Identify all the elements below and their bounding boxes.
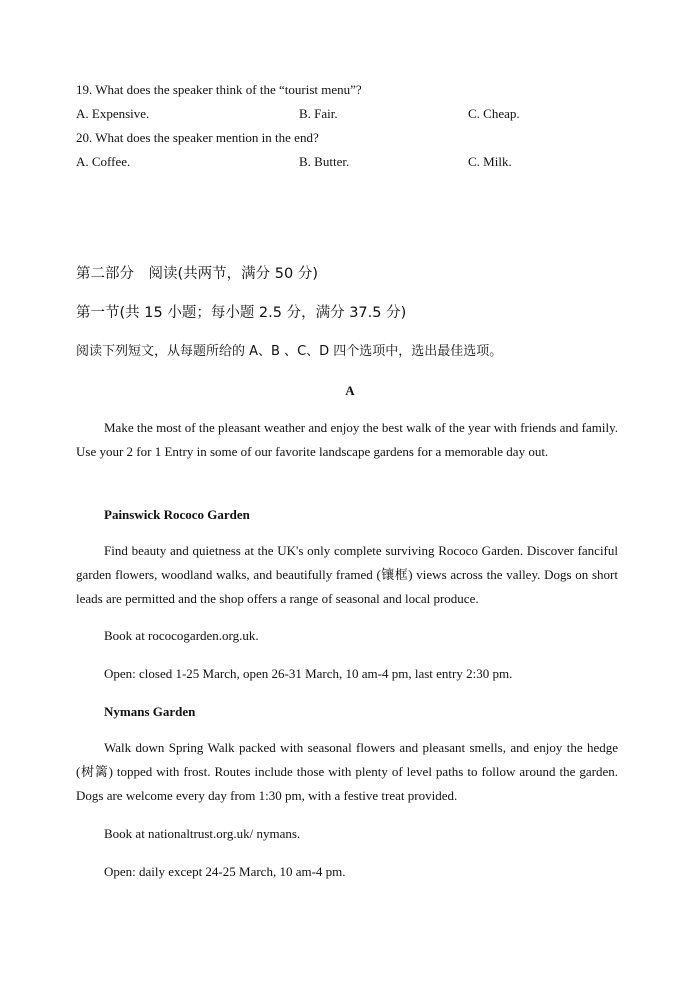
instructions: 阅读下列短文，从每题所给的 A、B 、C、D 四个选项中，选出最佳选项。 <box>76 344 503 359</box>
question-19: 19. What does the speaker think of the “tourist menu”? <box>76 82 362 97</box>
q20-option-c: C. Milk. <box>468 154 512 169</box>
garden1-name: Painswick Rococo Garden <box>104 507 250 522</box>
part2-title: 第二部分 阅读(共两节，满分 50 分) <box>76 266 318 282</box>
q19-option-c: C. Cheap. <box>468 106 520 121</box>
section1-title: 第一节(共 15 小题；每小题 2.5 分，满分 37.5 分) <box>76 305 407 321</box>
question-20: 20. What does the speaker mention in the end? <box>76 130 319 145</box>
q19-option-b: B. Fair. <box>299 106 338 121</box>
garden2-booking: Book at nationaltrust.org.uk/ nymans. <box>104 826 301 841</box>
garden2-body: Walk down Spring Walk packed with seasonal flowers and pleasant smells, and enjoy the hedge (树篱) topped with frost. Routes include those with plenty of level paths to follow around the garden. Dogs are welcome every day from 1:30 pm, with a festive treat provided. <box>76 740 618 803</box>
q19-option-a: A. Expensive. <box>76 106 150 121</box>
garden1-booking: Book at rococogarden.org.uk. <box>104 628 259 643</box>
garden2-name: Nymans Garden <box>104 704 196 719</box>
q20-option-b: B. Butter. <box>299 154 350 169</box>
garden2-hours: Open: daily except 24-25 March, 10 am-4 pm. <box>104 864 346 879</box>
garden1-body: Find beauty and quietness at the UK's only complete surviving Rococo Garden. Discover fanciful garden flowers, woodland walks, and beautifully framed (镶框) views across the valley. Dogs on short leads are permitted and the shop offers a range of seasonal and local produce. <box>76 543 618 606</box>
passage-intro: Make the most of the pleasant weather and enjoy the best walk of the year with friends and family. Use your 2 for 1 Entry in some of our favorite landscape gardens for a memorable day out. <box>76 420 618 459</box>
q20-option-a: A. Coffee. <box>76 154 131 169</box>
passage-label: A <box>345 383 355 398</box>
garden1-hours: Open: closed 1-25 March, open 26-31 March, 10 am-4 pm, last entry 2:30 pm. <box>104 666 513 681</box>
